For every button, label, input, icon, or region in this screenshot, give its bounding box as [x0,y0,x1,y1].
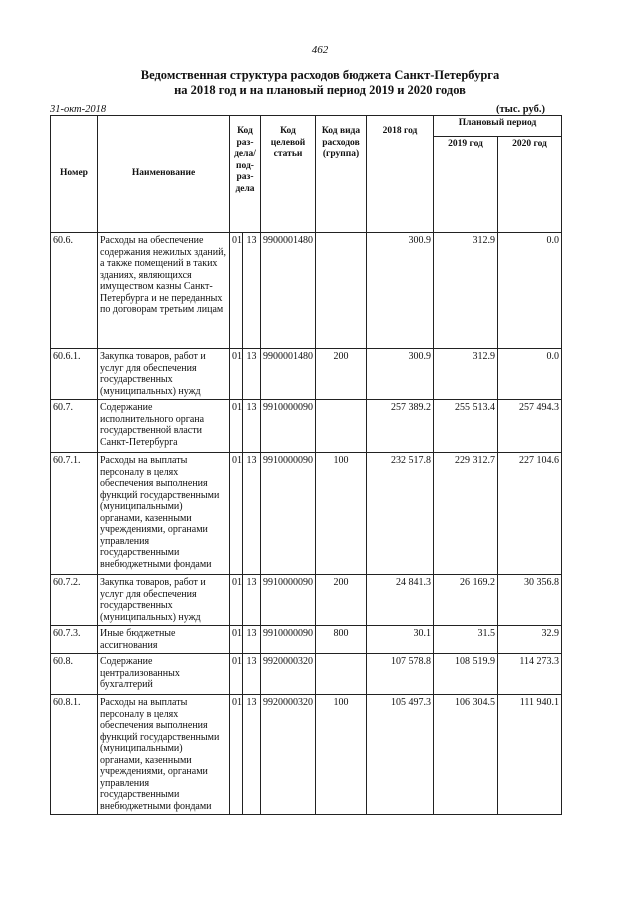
row-name: Содержание исполнительного органа государственной власти Санкт-Петербурга [98,400,230,453]
table-row [51,654,562,695]
row-2018: 300.9 [367,233,434,349]
row-target-code: 9910000090 [261,575,316,626]
row-subsection: 13 [243,626,261,654]
row-subsection: 13 [243,400,261,453]
row-expense-type: 200 [316,575,367,626]
row-target-code: 9900001480 [261,233,316,349]
table-row [51,626,562,654]
row-section: 01 [230,654,243,695]
title-line-1: Ведомственная структура расходов бюджета Санкт-Петербурга [140,68,500,82]
row-subsection: 13 [243,575,261,626]
budget-table [50,115,562,815]
row-expense-type [316,400,367,453]
row-subsection: 13 [243,695,261,815]
table-row [51,400,562,453]
row-name: Закупка товаров, работ и услуг для обеспечения государственных (муниципальных) нужд [98,349,230,400]
header-2019: 2019 год [434,136,498,232]
row-expense-type: 800 [316,626,367,654]
row-expense-type: 100 [316,695,367,815]
row-number: 60.7.2. [51,575,98,626]
row-name: Расходы на выплаты персоналу в целях обеспечения выполнения функций государственными (муниципальными) органами, казенными учреждениями, органами управления государственными внебюджетными фондами [98,453,230,575]
row-section: 01 [230,233,243,349]
header-section: Код раз-дела/ под-раз-дела [230,116,261,233]
row-name: Расходы на обеспечение содержания нежилых зданий, а также помещений в таких зданиях, являющихся имуществом казны Санкт-Петербурга и не переданных по договорам третьим лицам [98,233,230,349]
row-expense-type [316,233,367,349]
header-2018: 2018 год [367,116,434,233]
header-expense-type: Код вида расходов (группа) [316,116,367,233]
row-2019: 106 304.5 [434,695,498,815]
row-number: 60.7. [51,400,98,453]
row-target-code: 9910000090 [261,453,316,575]
document-date: 31-окт-2018 [50,104,107,115]
row-target-code: 9910000090 [261,626,316,654]
row-section: 01 [230,453,243,575]
row-2018: 232 517.8 [367,453,434,575]
row-expense-type: 100 [316,453,367,575]
row-2019: 312.9 [434,349,498,400]
row-subsection: 13 [243,233,261,349]
row-2020: 227 104.6 [498,453,562,575]
page-number: 462 [311,44,329,56]
row-2018: 24 841.3 [367,575,434,626]
header-planned-period: Плановый период [434,116,562,137]
row-target-code: 9910000090 [261,400,316,453]
header-number: Номер [51,116,98,233]
header-target: Код целевой статьи [261,116,316,233]
row-name: Содержание централизованных бухгалтерий [98,654,230,695]
row-expense-type: 200 [316,349,367,400]
row-number: 60.8.1. [51,695,98,815]
row-subsection: 13 [243,349,261,400]
row-target-code: 9920000320 [261,654,316,695]
document-title [0,68,640,98]
table-row [51,233,562,349]
row-2020: 30 356.8 [498,575,562,626]
row-name: Закупка товаров, работ и услуг для обеспечения государственных (муниципальных) нужд [98,575,230,626]
title-line-2: на 2018 год и на плановый период 2019 и 2020 годов [174,83,466,97]
row-number: 60.7.1. [51,453,98,575]
row-2020: 111 940.1 [498,695,562,815]
row-section: 01 [230,695,243,815]
row-section: 01 [230,626,243,654]
row-number: 60.6. [51,233,98,349]
row-section: 01 [230,575,243,626]
row-2019: 255 513.4 [434,400,498,453]
row-2018: 107 578.8 [367,654,434,695]
row-2018: 30.1 [367,626,434,654]
row-2018: 257 389.2 [367,400,434,453]
row-target-code: 9920000320 [261,695,316,815]
units-label: (тыс. руб.) [496,104,545,115]
row-subsection: 13 [243,654,261,695]
row-2020: 32.9 [498,626,562,654]
row-subsection: 13 [243,453,261,575]
table-row [51,453,562,575]
row-expense-type [316,654,367,695]
row-2020: 0.0 [498,233,562,349]
row-2020: 114 273.3 [498,654,562,695]
row-2019: 229 312.7 [434,453,498,575]
row-section: 01 [230,349,243,400]
row-name: Расходы на выплаты персоналу в целях обеспечения выполнения функций государственными (муниципальными) органами, казенными учреждениями, органами управления государственными внебюджетными фондами [98,695,230,815]
row-number: 60.6.1. [51,349,98,400]
row-2019: 108 519.9 [434,654,498,695]
table-row [51,349,562,400]
row-2018: 105 497.3 [367,695,434,815]
table-row [51,695,562,815]
row-2019: 31.5 [434,626,498,654]
row-2018: 300.9 [367,349,434,400]
row-2020: 0.0 [498,349,562,400]
table-row [51,575,562,626]
row-name: Иные бюджетные ассигнования [98,626,230,654]
header-name: Наименование [98,116,230,233]
row-2019: 26 169.2 [434,575,498,626]
header-2020: 2020 год [498,136,562,232]
row-target-code: 9900001480 [261,349,316,400]
row-number: 60.8. [51,654,98,695]
row-2020: 257 494.3 [498,400,562,453]
row-2019: 312.9 [434,233,498,349]
row-number: 60.7.3. [51,626,98,654]
row-section: 01 [230,400,243,453]
